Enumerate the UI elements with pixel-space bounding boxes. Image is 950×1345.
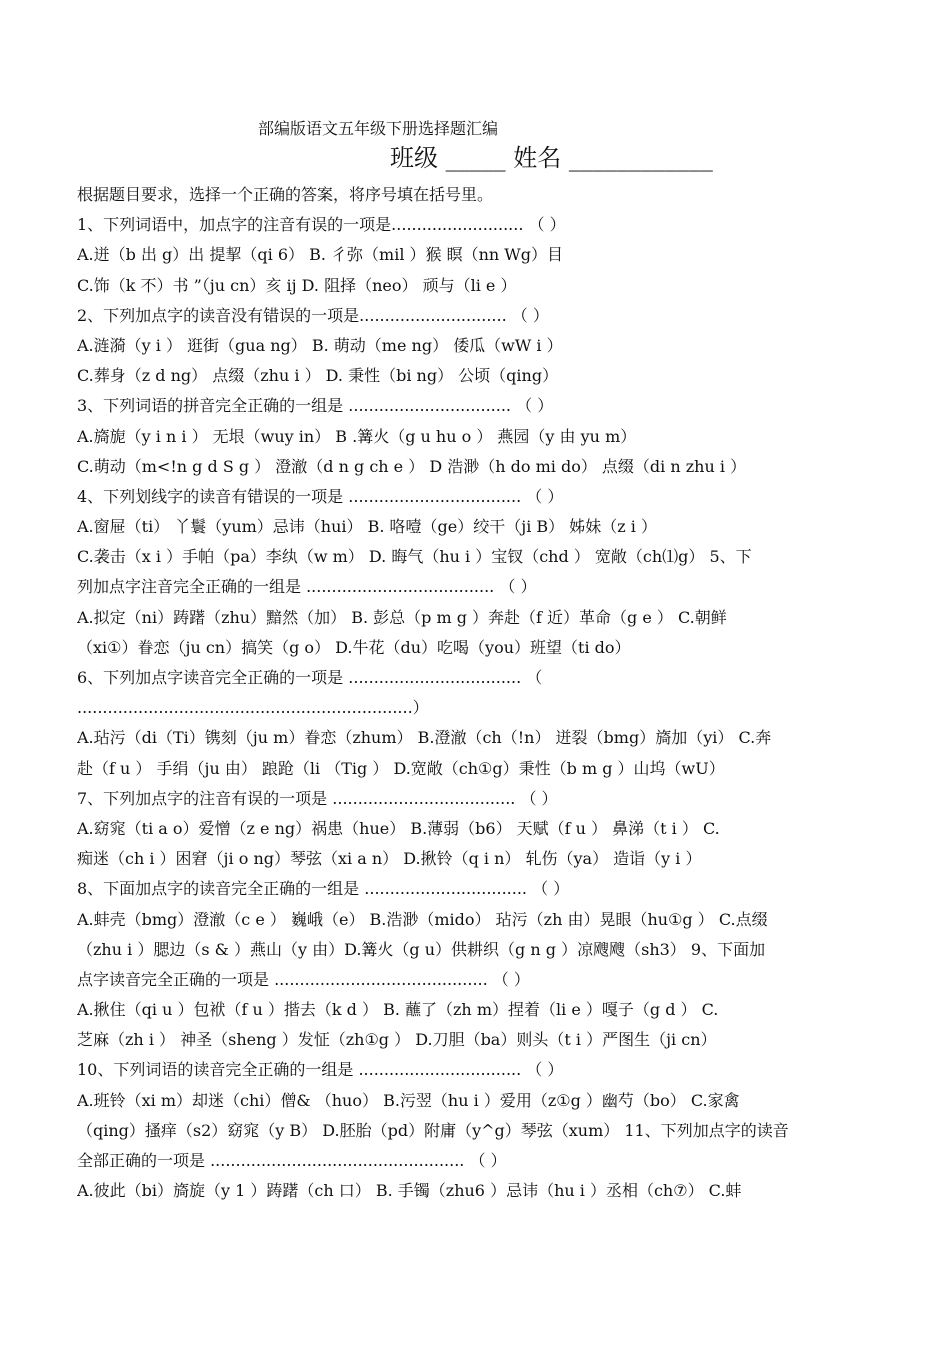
text-line: 芝麻（zh i ） 神圣（sheng ）发怔（zh①g ） D.刀胆（ba）则头（t i ）严图生（ji cn） <box>77 1030 717 1050</box>
text-line: C.袭击（x i ）手帕（pa）李纨（w m） D. 晦气（hu i ）宝钗（chd ） 宽敞（ch⑴g） 5、下 <box>77 547 752 567</box>
text-line: A.拟定（ni）踌躇（zhu）黯然（加） B. 彭总（p m g ）奔赴（f 近）革命（g e ） C.朝鲜 <box>77 607 727 627</box>
text-line: A.旖旎（y i n i ） 无垠（wuy in） B .篝火（g u hu o ） 燕园（y 由 yu m） <box>77 426 637 446</box>
text-line: 2、下列加点字的读音没有错误的一项是............................. （ ） <box>77 305 549 325</box>
text-line: ..................................................................） <box>77 698 429 718</box>
text-line: A.迸（b 出 g）出 提挈（qi 6） B. 彳弥（mil ）猴 瞑（nn Wg）目 <box>77 245 563 265</box>
text-line: A.涟漪（y i ） 逛街（gua ng） B. 萌动（me ng） 倭瓜（wW i ） <box>77 335 563 355</box>
text-line: （zhu i ）腮边（s & ）燕山（y 由）D.篝火（g u）供耕织（g n g ）凉飕飕（sh3） 9、下面加 <box>77 939 766 959</box>
text-line: 根据题目要求，选择一个正确的答案，将序号填在括号里。 <box>77 185 494 204</box>
text-line: 痴迷（ch i ）困窘（ji o ng）琴弦（xi a n） D.揪铃（q i n） 轧伤（ya） 造诣（y i ） <box>77 849 702 869</box>
text-line: 点字读音完全正确的一项是 .......................................... （ ） <box>77 969 530 989</box>
text-line: C.萌动（m<!n g d S g ） 澄澈（d n g ch e ） D 浩渺（h do mi do） 点缀（di n zhu i ） <box>77 456 747 476</box>
text-line: A.彼此（bi）旖旋（y 1 ）踌躇（ch 口） B. 手镯（zhu6 ）忌讳（hu i ）丞相（ch⑦） C.蚌 <box>77 1181 742 1201</box>
text-line: 10、下列词语的读音完全正确的一组是 ................................ （ ） <box>77 1060 564 1080</box>
text-line: （qing）搔痒（s2）窈窕（y B） D.胚胎（pd）附庸（y^g）琴弦（xum） 11、下列加点字的读音 <box>77 1120 789 1140</box>
text-line: 3、下列词语的拼音完全正确的一组是 ................................ （ ） <box>77 396 554 416</box>
text-line: 赴（f u ） 手绢（ju 由） 踉跄（li （Tig ） D.宽敞（ch①g）秉性（b m g ）山坞（wU） <box>77 758 725 778</box>
question-body <box>77 180 867 1206</box>
text-line: A.揪住（qi u ）包袱（f u ）揩去（k d ） B. 蘸了（zh m）捏着（li e ）嘎子（g d ） C. <box>77 1000 719 1020</box>
text-line: 列加点字注音完全正确的一组是 ..................................... （ ） <box>77 577 537 597</box>
text-line: 6、下列加点字读音完全正确的一项是 .................................. （ <box>77 668 543 687</box>
class-name-line: 班级 _____ 姓名 ____________ <box>390 144 713 172</box>
text-line: A.窈窕（ti a o）爱憎（z e ng）祸患（hue） B.薄弱（b6） 天赋（f u ） 鼻涕（t i ） C. <box>77 818 720 838</box>
text-line: 7、下列加点字的注音有误的一项是 .................................... （ ） <box>77 788 558 808</box>
text-line: A.班铃（xi m）却迷（chi）僧& （huo） B.污翌（hu i ）爱用（z①g ）幽芍（bo） C.家禽 <box>77 1090 740 1110</box>
document-title: 部编版语文五年级下册选择题汇编 <box>258 119 499 138</box>
text-line: A.窗屉（ti） 丫鬟（yum）忌讳（hui） B. 咯噎（ge）绞干（ji B） 姊妹（z i ） <box>77 517 657 537</box>
text-line: 8、下面加点字的读音完全正确的一组是 ................................ （ ） <box>77 879 570 899</box>
text-line: 1、下列词语中，加点字的注音有误的一项是.......................... （ ） <box>77 215 566 235</box>
text-line: 4、下列划线字的读音有错误的一项是 .................................. （ ） <box>77 486 564 506</box>
text-line: 全部正确的一项是 .................................................. （ ） <box>77 1151 507 1170</box>
text-line: C.饰（k 不）书 ”（ju cn）亥 ij D. 阻择（neo） 顽与（li e ） <box>77 275 517 295</box>
text-line: A.蚌壳（bmg）澄澈（c e ） 巍峨（e） B.浩渺（mido） 玷污（zh 由）晃眼（hu①g ） C.点缀 <box>77 909 768 929</box>
text-line: （xi①）眷恋（ju cn）搞笑（g o） D.牛花（du）吃喝（you）班望（ti do） <box>77 637 631 657</box>
text-line: A.玷污（di（Ti）镌刻（ju m）眷恋（zhum） B.澄澈（ch（!n） 迸裂（bmg）旖加（yi） C.奔 <box>77 728 772 748</box>
text-line: C.葬身（z d ng） 点缀（zhu i ） D. 秉性（bi ng） 公顷（qing） <box>77 366 559 386</box>
